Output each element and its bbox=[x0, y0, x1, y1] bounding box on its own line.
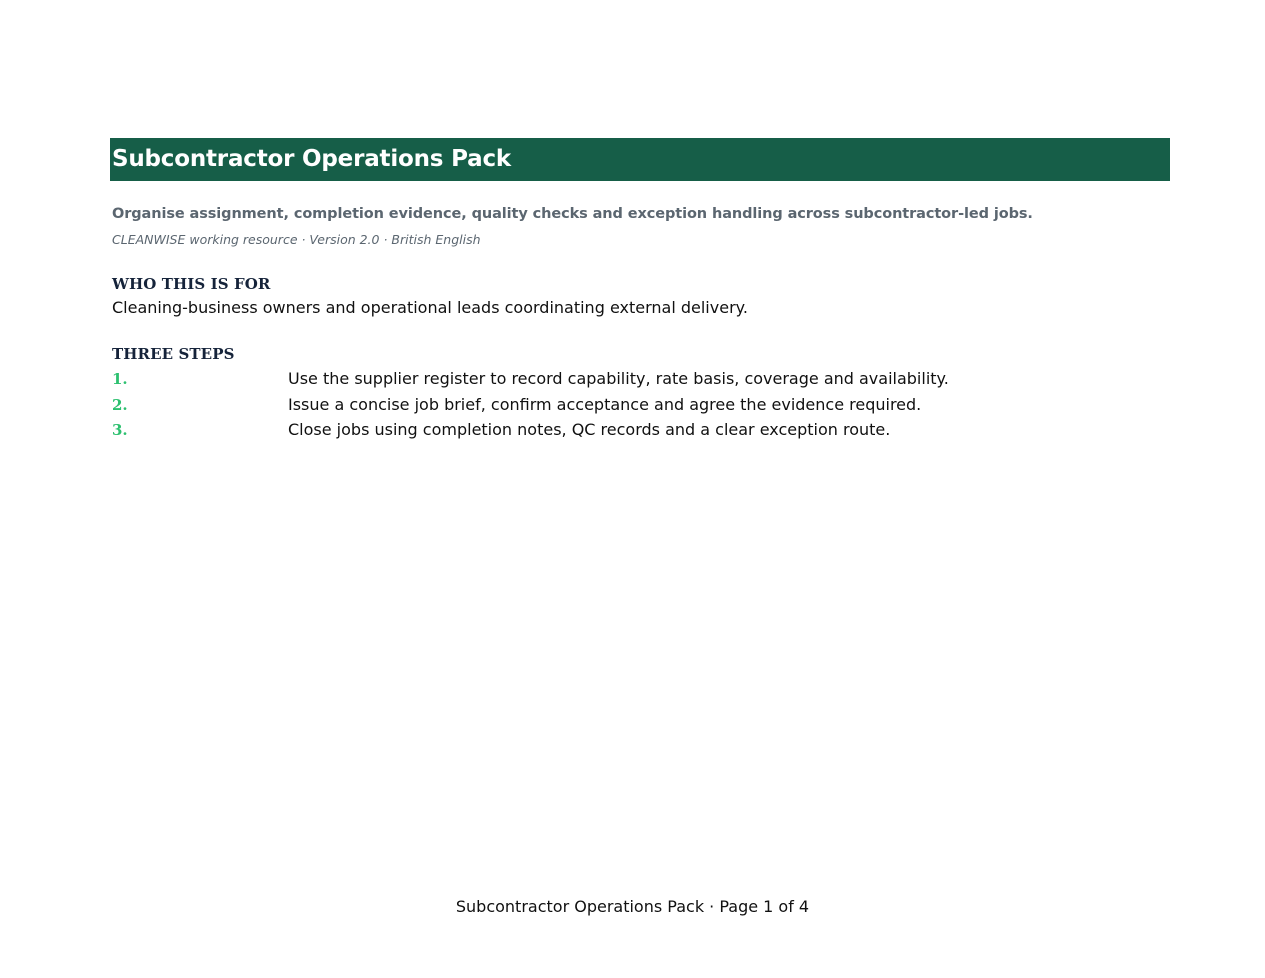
step-item bbox=[112, 394, 1112, 420]
steps-list bbox=[112, 368, 1112, 445]
step-text: Issue a concise job brief, confirm acceptance and agree the evidence required. bbox=[288, 394, 922, 414]
who-section-heading: WHO THIS IS FOR bbox=[112, 275, 271, 293]
steps-section-heading: THREE STEPS bbox=[112, 345, 235, 363]
document-title: Subcontractor Operations Pack bbox=[112, 146, 511, 172]
who-section-body: Cleaning-business owners and operational leads coordinating external delivery. bbox=[112, 298, 748, 317]
step-text: Close jobs using completion notes, QC records and a clear exception route. bbox=[288, 420, 891, 439]
document-meta: CLEANWISE working resource · Version 2.0 · British English bbox=[112, 232, 481, 247]
step-number: 3. bbox=[112, 421, 128, 439]
step-number: 1. bbox=[112, 370, 128, 388]
page-footer: Subcontractor Operations Pack · Page 1 of 4 bbox=[455, 897, 810, 916]
document-subtitle: Organise assignment, completion evidence, quality checks and exception handling across subcontractor-led jobs. bbox=[112, 206, 1033, 222]
step-item bbox=[112, 419, 1112, 445]
title-banner bbox=[110, 138, 1170, 181]
step-text: Use the supplier register to record capability, rate basis, coverage and availability. bbox=[288, 369, 949, 388]
step-item bbox=[112, 368, 1112, 394]
step-number: 2. bbox=[112, 395, 128, 414]
